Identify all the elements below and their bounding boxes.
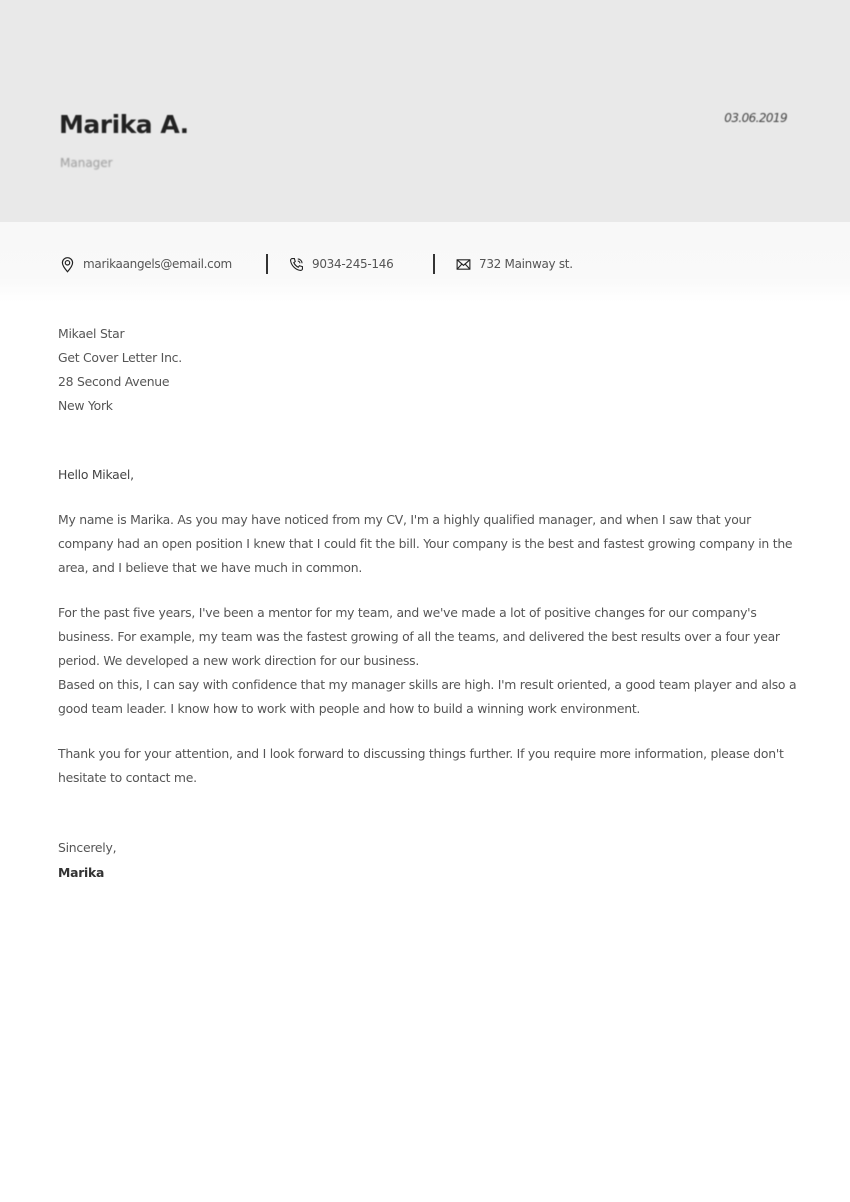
phone-icon [287, 255, 305, 273]
contact-address-text: 732 Mainway st. [479, 257, 573, 271]
applicant-name: Marika A. [59, 110, 189, 139]
recipient-company: Get Cover Letter Inc. [58, 350, 182, 365]
letter-paragraph: My name is Marika. As you may have noticed from my CV, I'm a highly qualified manager, and when I saw that your company had an open position I knew that I could fit the bill. Your company is the best and fastest growing company in the area, and I believe that we have much in common. [58, 512, 793, 575]
envelope-icon [454, 255, 472, 273]
recipient-city: New York [58, 398, 113, 413]
contact-email-text: marikaangels@email.com [83, 257, 232, 271]
contact-bar [0, 222, 850, 302]
contact-divider [433, 254, 435, 274]
recipient-street: 28 Second Avenue [58, 374, 170, 389]
letter-closing: Sincerely, [58, 840, 117, 855]
applicant-job-title: Manager [60, 156, 113, 170]
location-pin-icon [58, 255, 76, 273]
contact-email [58, 254, 232, 274]
letter-signature: Marika [58, 865, 105, 880]
letter-content [58, 322, 798, 886]
letter-paragraph: Based on this, I can say with confidence that my manager skills are high. I'm result oriented, a good team player and also a good team leader. I know how to work with people and how to build a winning work environment. [58, 677, 797, 716]
header-band [0, 0, 850, 222]
contact-phone-text: 9034-245-146 [312, 257, 394, 271]
contact-phone [287, 254, 393, 274]
contact-address [454, 254, 573, 274]
letter-greeting: Hello Mikael, [58, 467, 134, 482]
recipient-name: Mikael Star [58, 326, 125, 341]
letter-date: 03.06.2019 [724, 111, 787, 125]
recipient-block [58, 322, 798, 418]
contact-divider [266, 254, 268, 274]
letter-paragraph: Thank you for your attention, and I look forward to discussing things further. If you require more information, please don't hesitate to contact me. [58, 746, 784, 785]
letter-paragraph: For the past five years, I've been a mentor for my team, and we've made a lot of positive changes for our company's business. For example, my team was the fastest growing of all the teams, and delivered the best results over a four year period. We developed a new work direction for our business. [58, 605, 780, 668]
